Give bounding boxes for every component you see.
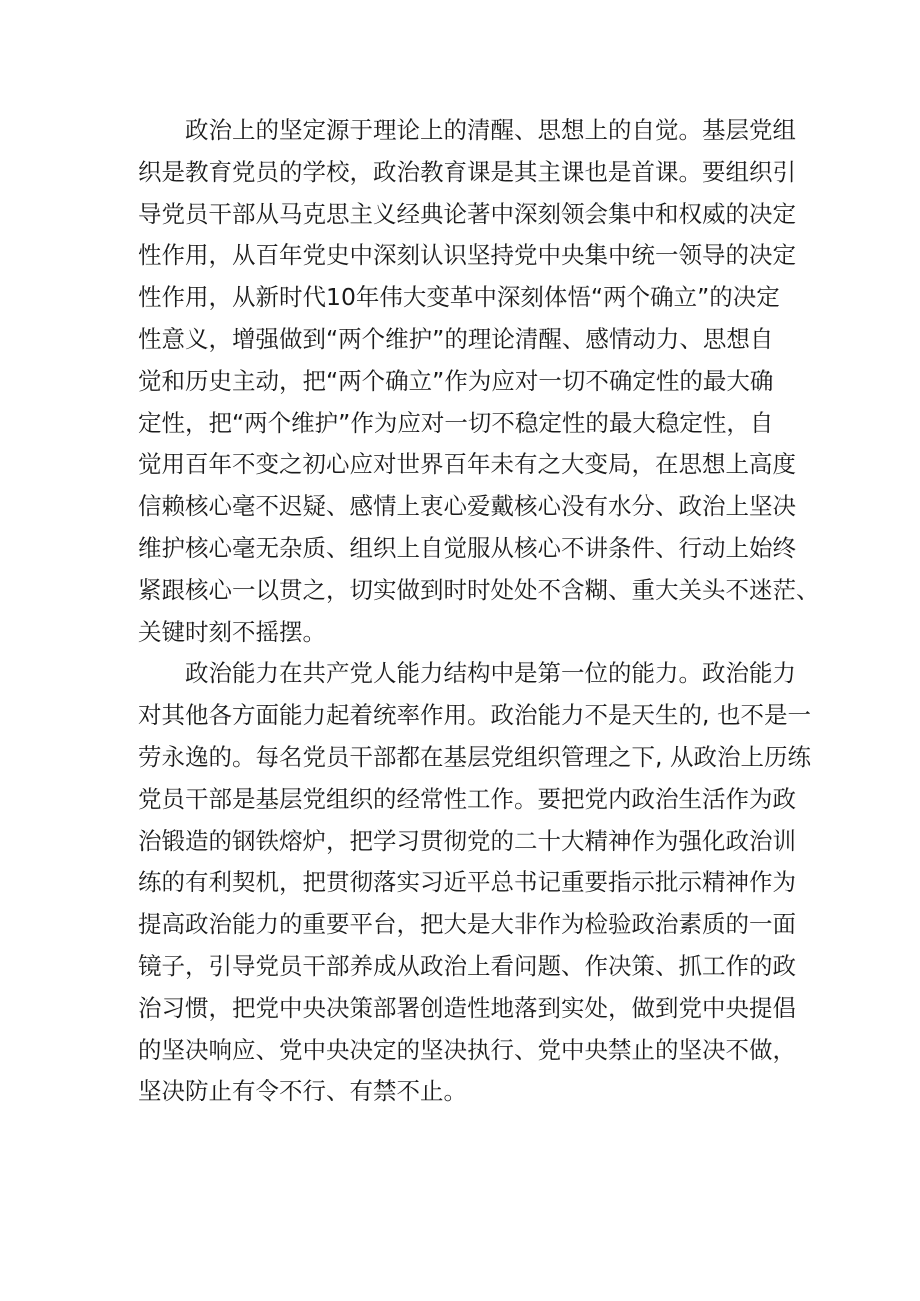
paragraph-line: 对其他各方面能力起着统率作用。政治能力不是天生的, 也不是一: [138, 701, 811, 730]
paragraph-line: 性作用，从新时代10年伟大变革中深刻体悟“两个确立”的决定: [138, 283, 780, 312]
paragraph-line: 性意义，增强做到“两个维护”的理论清醒、感情动力、思想自: [138, 324, 774, 353]
paragraph-line: 治习惯，把党中央决策部署创造性地落到实处，做到党中央提倡: [138, 993, 796, 1022]
paragraph-line: 定性，把“两个维护”作为应对一切不稳定性的最大稳定性，自: [138, 408, 774, 437]
paragraph-1: [138, 110, 820, 653]
paragraph-line: 练的有利契机，把贯彻落实习近平总书记重要指示批示精神作为: [138, 868, 796, 897]
paragraph-line: 政治上的坚定源于理论上的清醒、思想上的自觉。基层党组: [185, 116, 796, 144]
paragraph-line: 劳永逸的。每名党员干部都在基层党组织管理之下, 从政治上历练: [138, 742, 811, 771]
paragraph-2: [138, 653, 811, 1113]
document-body: [138, 110, 820, 1113]
paragraph-line: 性作用，从百年党史中深刻认识坚持党中央集中统一领导的决定: [138, 241, 796, 270]
paragraph-line: 维护核心毫无杂质、组织上自觉服从核心不讲条件、行动上始终: [138, 533, 796, 562]
paragraph-line: 的坚决响应、党中央决定的坚决执行、党中央禁止的坚决不做，: [138, 1035, 796, 1064]
paragraph-line: 觉用百年不变之初心应对世界百年未有之大变局，在思想上高度: [138, 450, 796, 479]
paragraph-line: 党员干部是基层党组织的经常性工作。要把党内政治生活作为政: [138, 784, 796, 813]
paragraph-line: 镜子，引导党员干部养成从政治上看问题、作决策、抓工作的政: [138, 951, 796, 980]
paragraph-line: 信赖核心毫不迟疑、感情上衷心爱戴核心没有水分、政治上坚决: [138, 492, 796, 521]
paragraph-line: 提高政治能力的重要平台，把大是大非作为检验政治素质的一面: [138, 910, 796, 939]
paragraph-line: 导党员干部从马克思主义经典论著中深刻领会集中和权威的决定: [138, 199, 796, 228]
paragraph-line: 治锻造的钢铁熔炉，把学习贯彻党的二十大精神作为强化政治训: [138, 826, 796, 855]
paragraph-line: 紧跟核心一以贯之，切实做到时时处处不含糊、重大关头不迷茫、: [138, 575, 820, 604]
paragraph-line: 政治能力在共产党人能力结构中是第一位的能力。政治能力: [185, 659, 796, 688]
paragraph-line: 关键时刻不摇摆。: [138, 617, 326, 646]
paragraph-line: 坚决防止有令不行、有禁不止。: [138, 1077, 467, 1106]
paragraph-line: 织是教育党员的学校，政治教育课是其主课也是首课。要组织引: [138, 157, 796, 186]
paragraph-line: 觉和历史主动，把“两个确立”作为应对一切不确定性的最大确: [138, 366, 774, 395]
